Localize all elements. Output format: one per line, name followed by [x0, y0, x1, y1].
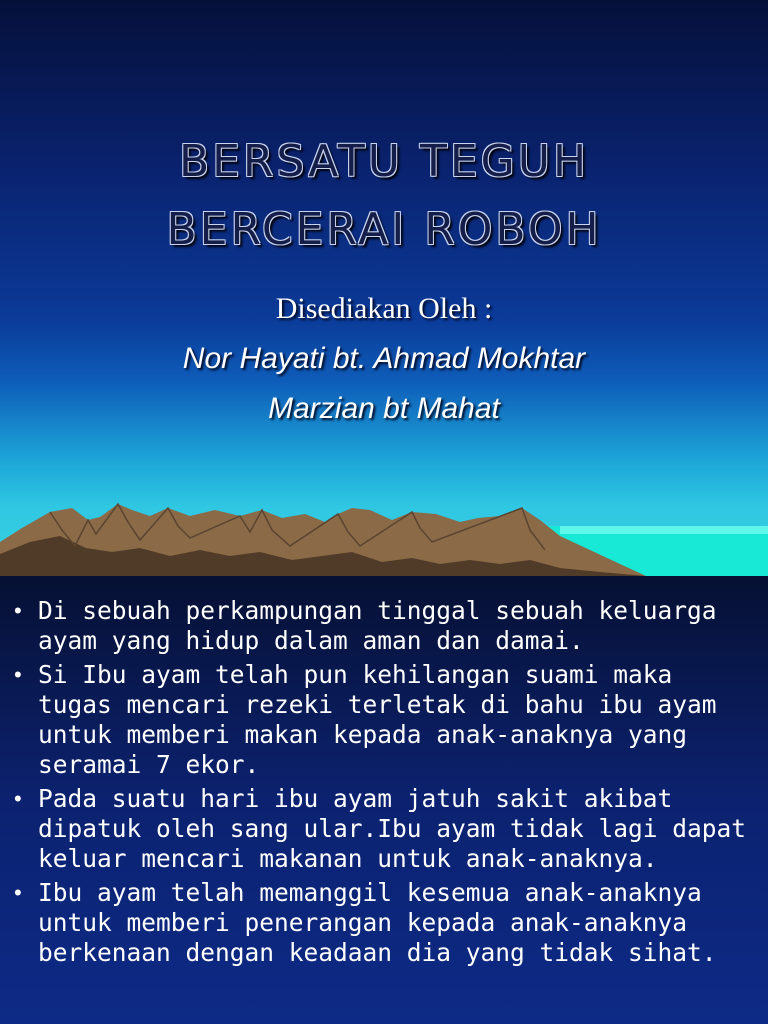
prepared-by-label: Disediakan Oleh :	[275, 292, 493, 325]
sea-highlight	[560, 526, 768, 534]
bullet-text: Di sebuah perkampungan tinggal sebuah keluarga ayam yang hidup dalam aman dan damai.	[38, 596, 717, 655]
bullet-marker: •	[14, 598, 22, 623]
bullet-marker: •	[14, 662, 22, 687]
bullet-item	[14, 784, 758, 874]
bullet-marker: •	[14, 880, 22, 905]
title-line-2: BERCERAI ROBOH	[166, 204, 602, 255]
bullet-item	[14, 878, 758, 968]
bullet-item	[14, 660, 758, 780]
bullet-list	[14, 596, 758, 972]
author-name: Nor Hayati bt. Ahmad Mokhtar	[182, 342, 586, 375]
bullet-text: Pada suatu hari ibu ayam jatuh sakit akibat dipatuk oleh sang ular.Ibu ayam tidak lagi dapat keluar mencari makanan untuk anak-anaknya.	[38, 784, 747, 873]
bullet-item	[14, 596, 758, 656]
author-name: Marzian bt Mahat	[268, 392, 500, 425]
mountain-landscape	[0, 490, 768, 576]
slide-title	[0, 128, 768, 264]
bullet-marker: •	[14, 786, 22, 811]
bullet-text: Si Ibu ayam telah pun kehilangan suami maka tugas mencari rezeki terletak di bahu ibu ayam untuk memberi makan kepada anak-anaknya yang seramai 7 ekor.	[38, 660, 717, 779]
title-line-1: BERSATU TEGUH	[178, 136, 590, 187]
bullet-text: Ibu ayam telah memanggil kesemua anak-anaknya untuk memberi penerangan kepada anak-anaknya berkenaan dengan keadaan dia yang tidak sihat.	[38, 878, 717, 967]
story-slide	[0, 576, 768, 1024]
